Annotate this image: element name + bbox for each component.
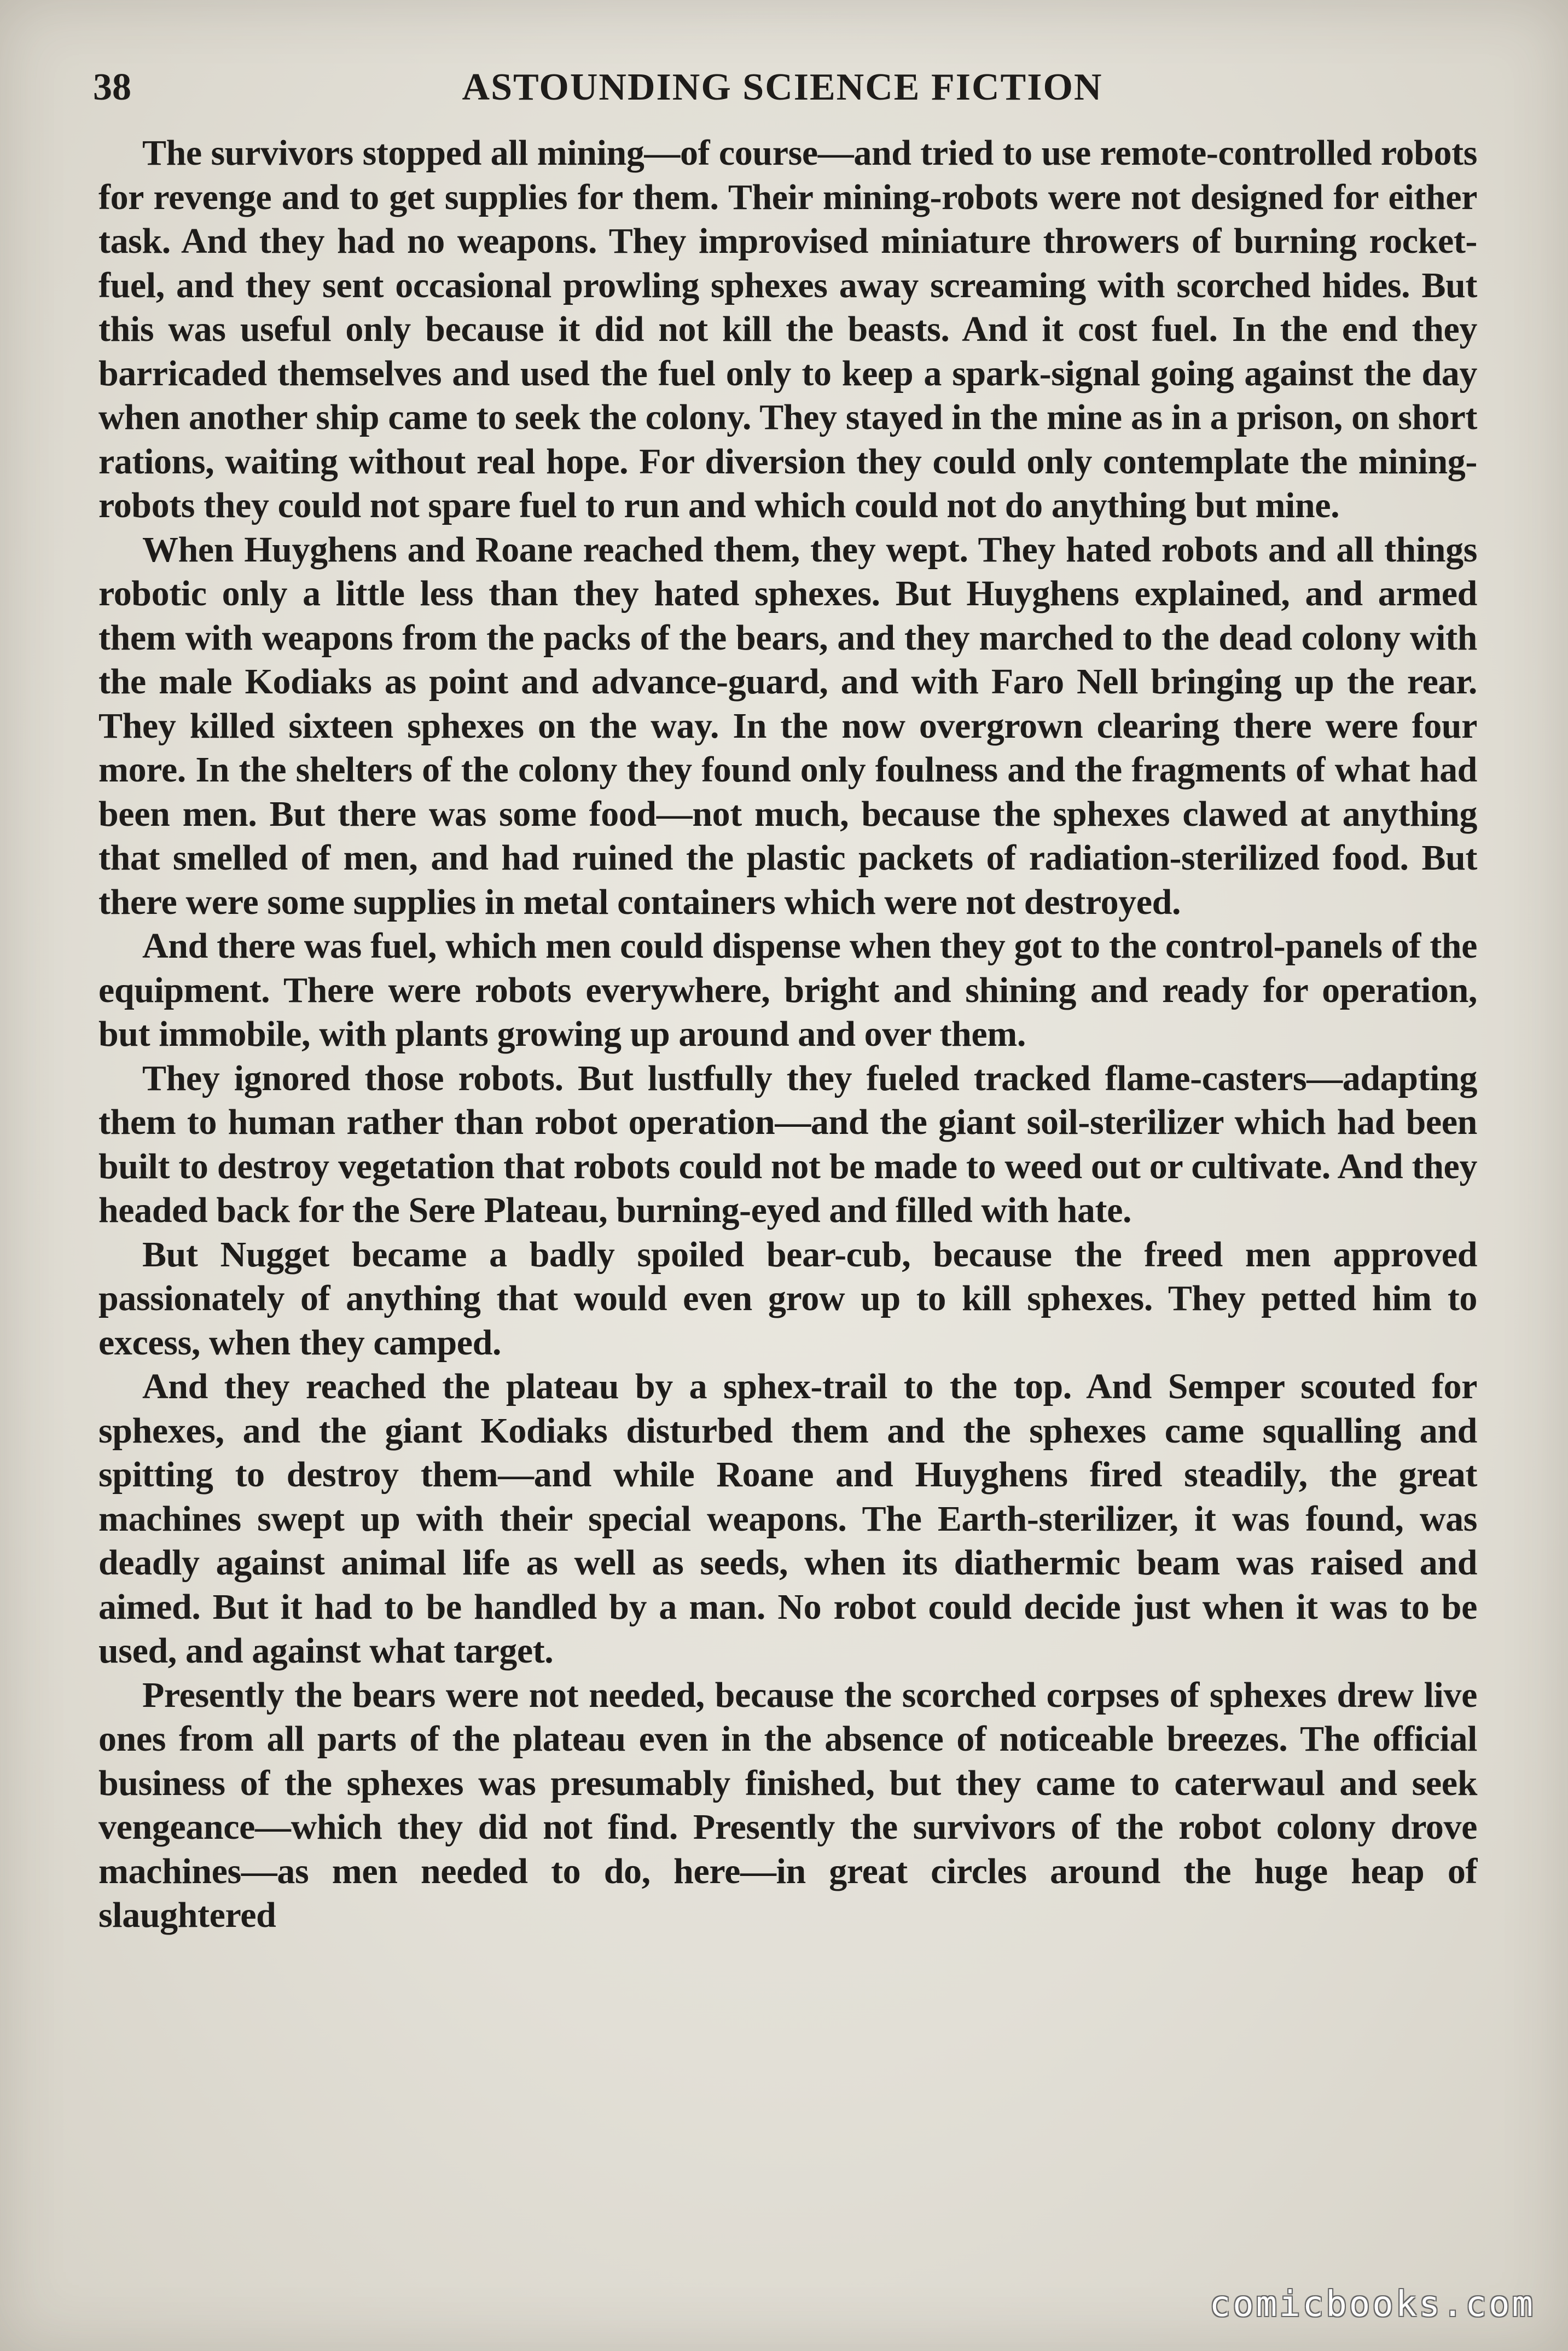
paragraph-4: They ignored those robots. But lustfully they fueled tracked flame-casters—adapting them to human rather than robot operation—and the giant soil-sterilizer which had been built to destroy vegetation that robots could not be made to weed out or cultivate. And they headed back for the Sere Plateau, burning-eyed and filled with hate. (98, 1058, 1477, 1230)
magazine-title: ASTOUNDING SCIENCE FICTION (462, 66, 1103, 108)
paragraph-5: But Nugget became a badly spoiled bear-cub, because the freed men approved passionately of anything that would even grow up to kill sphexes. They petted him to excess, when they camped. (98, 1234, 1477, 1363)
watermark: comicbooks.com (1209, 2284, 1535, 2325)
paragraph-3: And there was fuel, which men could dispense when they got to the control-panels of the equipment. There were robots everywhere, bright and shining and ready for operation, but immobile, with plants growing up around and over them. (98, 926, 1477, 1054)
story-text (98, 131, 1477, 1938)
paragraph-6: And they reached the plateau by a sphex-trail to the top. And Semper scouted for sphexes, and the giant Kodiaks disturbed them and the sphexes came squalling and spitting to destroy them—and while Roane and Huyghens fired steadily, the great machines swept up with their special weapons. The Earth-sterilizer, it was found, was deadly against animal life as well as seeds, when its diathermic beam was raised and aimed. But it had to be handled by a man. No robot could decide just when it was to be used, and against what target. (98, 1366, 1477, 1671)
paragraph-7: Presently the bears were not needed, because the scorched corpses of sphexes drew live ones from all parts of the plateau even in the absence of noticeable breezes. The official business of the sphexes was presumably finished, but they came to caterwaul and seek vengeance—which they did not find. Presently the survivors of the robot colony drove machines—as men needed to do, here—in great circles around the huge heap of slaughtered (98, 1675, 1477, 1935)
running-head (93, 60, 1477, 115)
paragraph-1: The survivors stopped all mining—of course—and tried to use remote-controlled robots for revenge and to get supplies for them. Their mining-robots were not designed for either task. And they had no weapons. They improvised miniature throwers of burning rocket-fuel, and they sent occasional prowling sphexes away screaming with scorched hides. But this was useful only because it did not kill the beasts. And it cost fuel. In the end they barricaded themselves and used the fuel only to keep a spark-signal going against the day when another ship came to seek the colony. They stayed in the mine as in a prison, on short rations, waiting without real hope. For diversion they could only contemplate the mining-robots they could not spare fuel to run and which could not do anything but mine. (98, 133, 1477, 525)
page-number: 38 (93, 66, 131, 108)
paragraph-2: When Huyghens and Roane reached them, they wept. They hated robots and all things robotic only a little less than they hated sphexes. But Huyghens explained, and armed them with weapons from the packs of the bears, and they marched to the dead colony with the male Kodiaks as point and advance-guard, and with Faro Nell bringing up the rear. They killed sixteen sphexes on the way. In the now overgrown clearing there were four more. In the shelters of the colony they found only foulness and the fragments of what had been men. But there was some food—not much, because the sphexes clawed at anything that smelled of men, and had ruined the plastic packets of radiation-sterilized food. But there were some supplies in metal containers which were not destroyed. (98, 529, 1477, 922)
